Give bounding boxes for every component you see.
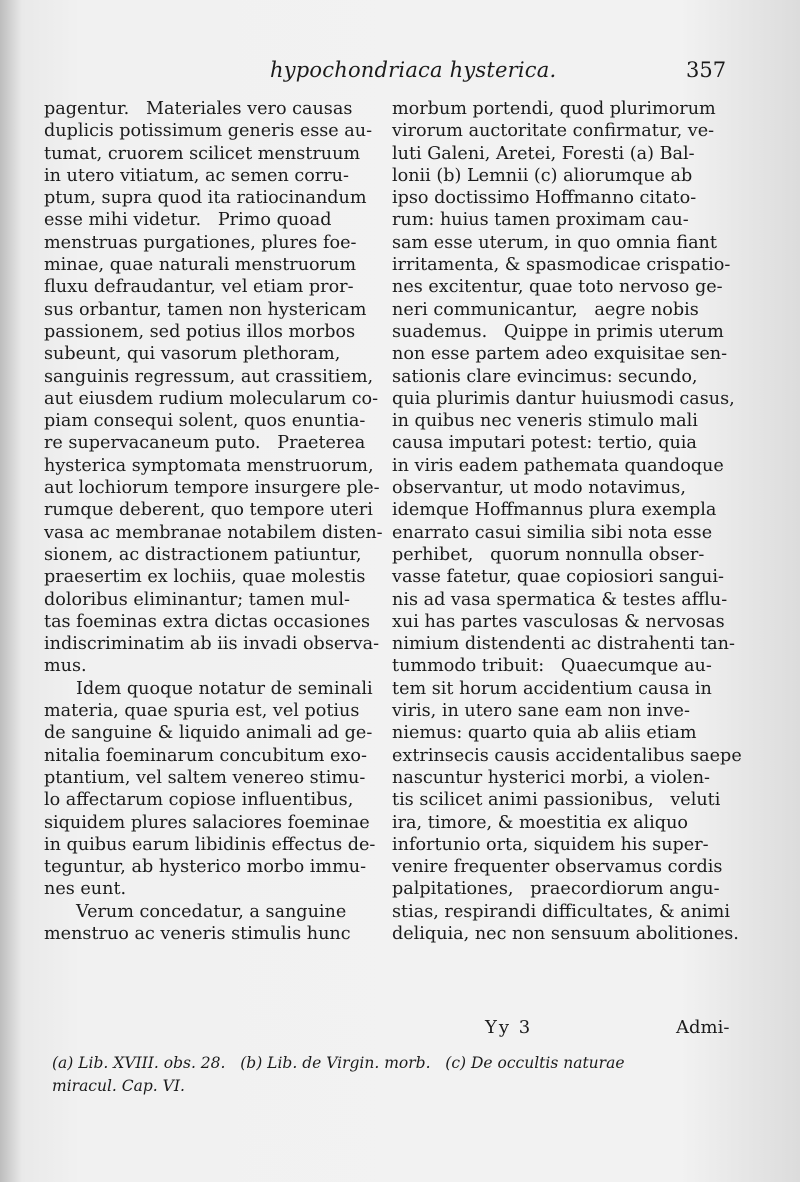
footnotes (52, 1052, 752, 1098)
text-line: esse mihi videtur. Primo quoad (44, 210, 332, 231)
text-line: minae, quae naturali menstruorum (44, 255, 357, 276)
text-line: praesertim ex lochiis, quae molestis (44, 567, 366, 588)
text-line: duplicis potissimum generis esse au- (44, 121, 373, 142)
text-line: ira, timore, & moestitia ex aliquo (392, 812, 688, 833)
text-line: tem sit horum accidentium causa in (392, 678, 712, 699)
text-line: rumque deberent, quo tempore uteri (44, 500, 373, 521)
text-line: menstruas purgationes, plures foe- (44, 232, 357, 253)
text-line: nascuntur hysterici morbi, a violen- (392, 767, 710, 788)
text-line: sanguinis regressum, aut crassitiem, (44, 366, 374, 387)
text-line: tas foeminas extra dictas occasiones (44, 611, 371, 632)
text-line: irritamenta, & spasmodicae crispatio- (392, 255, 731, 276)
text-line: de sanguine & liquido animali ad ge- (44, 723, 373, 744)
text-line: nimium distendenti ac distrahenti tan- (392, 634, 735, 655)
text-line: observantur, ut modo notavimus, (392, 478, 686, 499)
running-head: hypochondriaca hysterica. (270, 58, 557, 82)
text-line: Verum concedatur, a sanguine (76, 901, 347, 922)
text-line: teguntur, ab hysterico morbo immu- (44, 857, 367, 878)
text-line: indiscriminatim ab iis invadi observa- (44, 634, 380, 655)
text-line: xui has partes vasculosas & nervosas (392, 611, 725, 632)
text-line: ipso doctissimo Hoffmanno citato- (392, 188, 697, 209)
text-line: hysterica symptomata menstruorum, (44, 455, 374, 476)
text-line: in quibus nec veneris stimulo mali (392, 411, 698, 432)
text-line: sationis clare evincimus: secundo, (392, 366, 698, 387)
text-line: siquidem plures salaciores foeminae (44, 812, 370, 833)
text-line: nes eunt. (44, 879, 127, 900)
text-line: mus. (44, 656, 87, 677)
text-line: sam esse uterum, in quo omnia fiant (392, 232, 717, 253)
text-line: infortunio orta, siquidem his super- (392, 834, 709, 855)
catchword: Admi- (676, 1017, 730, 1038)
text-line: subeunt, qui vasorum plethoram, (44, 344, 341, 365)
text-line: materia, quae spuria est, vel potius (44, 701, 360, 722)
text-line: vasa ac membranae notabilem disten- (44, 522, 383, 543)
text-line: Idem quoque notatur de seminali (76, 678, 373, 699)
text-line: non esse partem adeo exquisitae sen- (392, 344, 728, 365)
footnote-line: (a) Lib. XVIII. obs. 28. (b) Lib. de Virgin. morb. (c) De occultis naturae (52, 1054, 625, 1072)
text-line: in viris eadem pathemata quandoque (392, 455, 724, 476)
text-line: passionem, sed potius illos morbos (44, 321, 356, 342)
text-line: palpitationes, praecordiorum angu- (392, 879, 720, 900)
text-line: causa imputari potest: tertio, quia (392, 433, 697, 454)
text-line: ptantium, vel saltem venereo stimu- (44, 767, 366, 788)
text-line: neri communicantur, aegre nobis (392, 299, 699, 320)
text-line: nis ad vasa spermatica & testes afflu- (392, 589, 728, 610)
text-line: perhibet, quorum nonnulla obser- (392, 544, 705, 565)
text-line: vasse fatetur, quae copiosiori sangui- (392, 567, 724, 588)
text-line: piam consequi solent, quos enuntia- (44, 411, 366, 432)
text-line: tumat, cruorem scilicet menstruum (44, 143, 361, 164)
text-line: suademus. Quippe in primis uterum (392, 321, 724, 342)
text-line: rum: huius tamen proximam cau- (392, 210, 689, 231)
text-line: morbum portendi, quod plurimorum (392, 99, 716, 119)
text-line: nes excitentur, quae toto nervoso ge- (392, 277, 723, 298)
text-line: sus orbantur, tamen non hystericam (44, 299, 367, 320)
text-line: menstruo ac veneris stimulis hunc (44, 923, 351, 944)
text-line: doloribus eliminantur; tamen mul- (44, 589, 350, 610)
right-text-column (392, 98, 742, 945)
page-number: 357 (686, 58, 727, 82)
text-line: venire frequenter observamus cordis (392, 857, 723, 878)
text-line: tummodo tribuit: Quaecumque au- (392, 656, 712, 677)
text-line: enarrato casui similia sibi nota esse (392, 522, 713, 543)
text-line: sionem, ac distractionem patiuntur, (44, 544, 362, 565)
text-line: idemque Hoffmannus plura exempla (392, 500, 717, 521)
text-line: pagentur. Materiales vero causas (44, 99, 353, 119)
text-line: deliquia, nec non sensuum abolitiones. (392, 923, 739, 944)
text-line: niemus: quarto quia ab aliis etiam (392, 723, 697, 744)
text-line: ptum, supra quod ita ratiocinandum (44, 188, 367, 209)
text-line: viris, in utero sane eam non inve- (392, 701, 690, 722)
text-line: nitalia foeminarum concubitum exo- (44, 745, 367, 766)
text-line: fluxu defraudantur, vel etiam pror- (44, 277, 354, 298)
text-line: tis scilicet animi passionibus, veluti (392, 790, 721, 811)
text-line: lo affectarum copiose influentibus, (44, 790, 354, 811)
left-text-column (44, 98, 382, 945)
text-line: in utero vitiatum, ac semen corru- (44, 165, 349, 186)
text-line: aut lochiorum tempore insurgere ple- (44, 478, 380, 499)
text-line: lonii (b) Lemnii (c) aliorumque ab (392, 165, 693, 186)
page-edge-shadow (0, 0, 22, 1182)
text-line: extrinsecis causis accidentalibus saepe (392, 745, 742, 766)
text-line: aut eiusdem rudium molecularum co- (44, 388, 379, 409)
text-line: virorum auctoritate confirmatur, ve- (392, 121, 715, 142)
text-line: quia plurimis dantur huiusmodi casus, (392, 388, 735, 409)
text-line: re supervacaneum puto. Praeterea (44, 433, 366, 454)
text-line: in quibus earum libidinis effectus de- (44, 834, 376, 855)
text-line: stias, respirandi difficultates, & animi (392, 901, 730, 922)
signature-mark: Yy 3 (485, 1017, 533, 1038)
footnote-line: miracul. Cap. VI. (52, 1077, 185, 1095)
text-line: luti Galeni, Aretei, Foresti (a) Bal- (392, 143, 695, 164)
